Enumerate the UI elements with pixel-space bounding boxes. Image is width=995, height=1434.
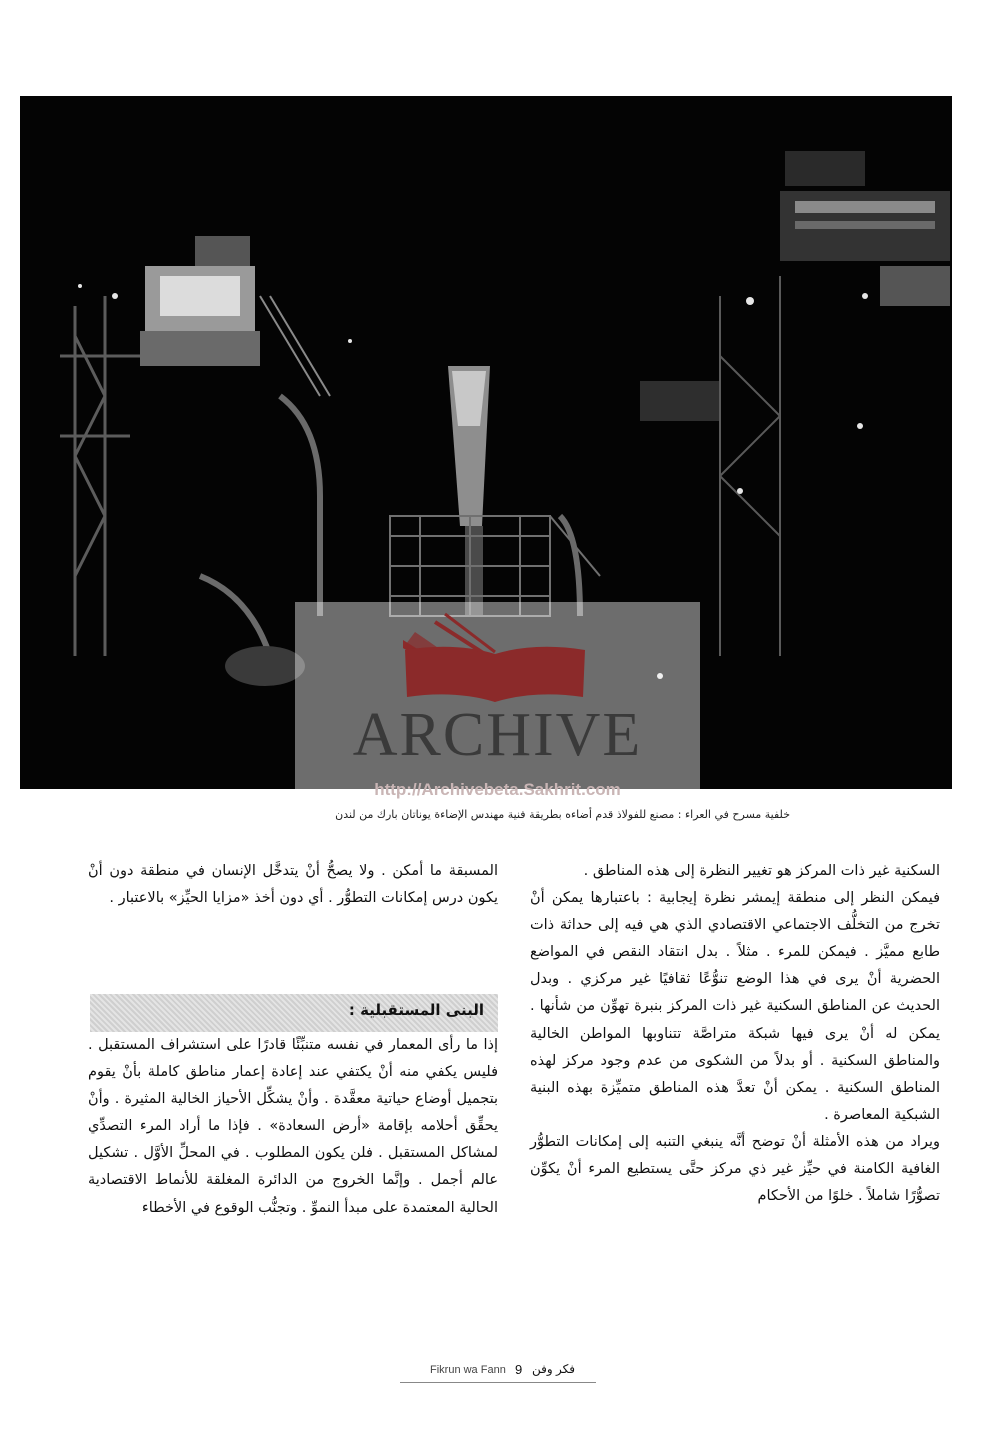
magazine-name-en: Fikrun wa Fann (430, 1364, 506, 1376)
right-column (530, 858, 940, 1210)
archive-watermark (295, 602, 700, 812)
footer-divider (400, 1382, 596, 1383)
section-heading-bar (90, 994, 498, 1032)
paragraph: ويراد من هذه الأمثلة أنْ توضح أنَّه ينبغي التنبه إلى إمكانات التطوُّر الغافية الكامنة في حيِّز غير ذي مركز حتَّى يستطيع المرء أنْ يكوِّن تصوُّرًا شاملاً . خلوًا من الأحكام (530, 1133, 940, 1205)
paragraph: السكنية غير ذات المركز هو تغيير النظرة إلى هذه المناطق . (583, 863, 940, 879)
section-heading: البنى المستقبلية : (348, 1001, 484, 1019)
paragraph: المسبقة ما أمكن . ولا يصحُّ أنْ يتدخَّل الإنسان في منطقة دون أنْ يكون درس إمكانات التطوُّر . أي دون أخذ «مزايا الحيِّز» بالاعتبار . (88, 863, 498, 907)
left-column-body (88, 1032, 498, 1222)
left-column-top (88, 858, 498, 912)
watermark-url[interactable]: http://Archivebeta.Sakhrit.com (374, 780, 621, 799)
page-footer (400, 1362, 596, 1380)
watermark-title: ARCHIVE (352, 701, 643, 769)
page-number: 9 (515, 1362, 523, 1377)
paragraph: إذا ما رأى المعمار في نفسه متنبِّئًا قادرًا على استشراف المستقبل . فليس يكفي منه أنْ يكتفي عند إعادة إعمار مناطق كاملة بأنْ يقوم بتجميل أوضاع حياتية معقَّدة . وأنْ يشكِّل الأحياز الخالية المثيرة . وأنْ يحقِّق أحلامه بإقامة «أرض السعادة» . فإذا ما أراد المرء التصدِّي لمشاكل المستقبل . فلن يكون المطلوب . في المحلِّ الأوَّل . تشكيل عالم أجمل . وإنَّما الخروج من الدائرة المغلقة للأنماط الاقتصادية الحالية المعتمدة على مبدأ النموِّ . وتجنُّب الوقوع في الأخطاء (88, 1037, 498, 1216)
magazine-name-ar: فكر وفن (532, 1362, 575, 1376)
paragraph: فيمكن النظر إلى منطقة إيمشر نظرة إيجابية : باعتبارها يمكن أنْ تخرج من التخلُّف الاجتماعي الاقتصادي الذي هي فيه إلى حداثة ذات طابع مميَّز . فيمكن للمرء . مثلاً . بدل انتقاد النقص في المواضع الحضرية أنْ يرى في هذا الوضع تنوُّعًا ثقافيًا غير مركزي . وبدل الحديث عن المناطق السكنية غير ذات المركز بنبرة تهوِّن من شأنها . يمكن له أنْ يرى فيها شبكة متراصَّة تتناوبها المواطن الخالية والمناطق السكنية . أو بدلاً من الشكوى من عدم وجود مركز لهذه المناطق السكنية . يمكن أنْ تعدَّ هذه المناطق متميِّزة بهذه البنية الشبكية المعاصرة . (530, 890, 940, 1123)
photo-caption: خلفية مسرح في العراء : مصنع للفولاذ قدم أضاءه بطريقة فنية مهندس الإضاءة يوناتان بارك من لندن (335, 808, 790, 821)
